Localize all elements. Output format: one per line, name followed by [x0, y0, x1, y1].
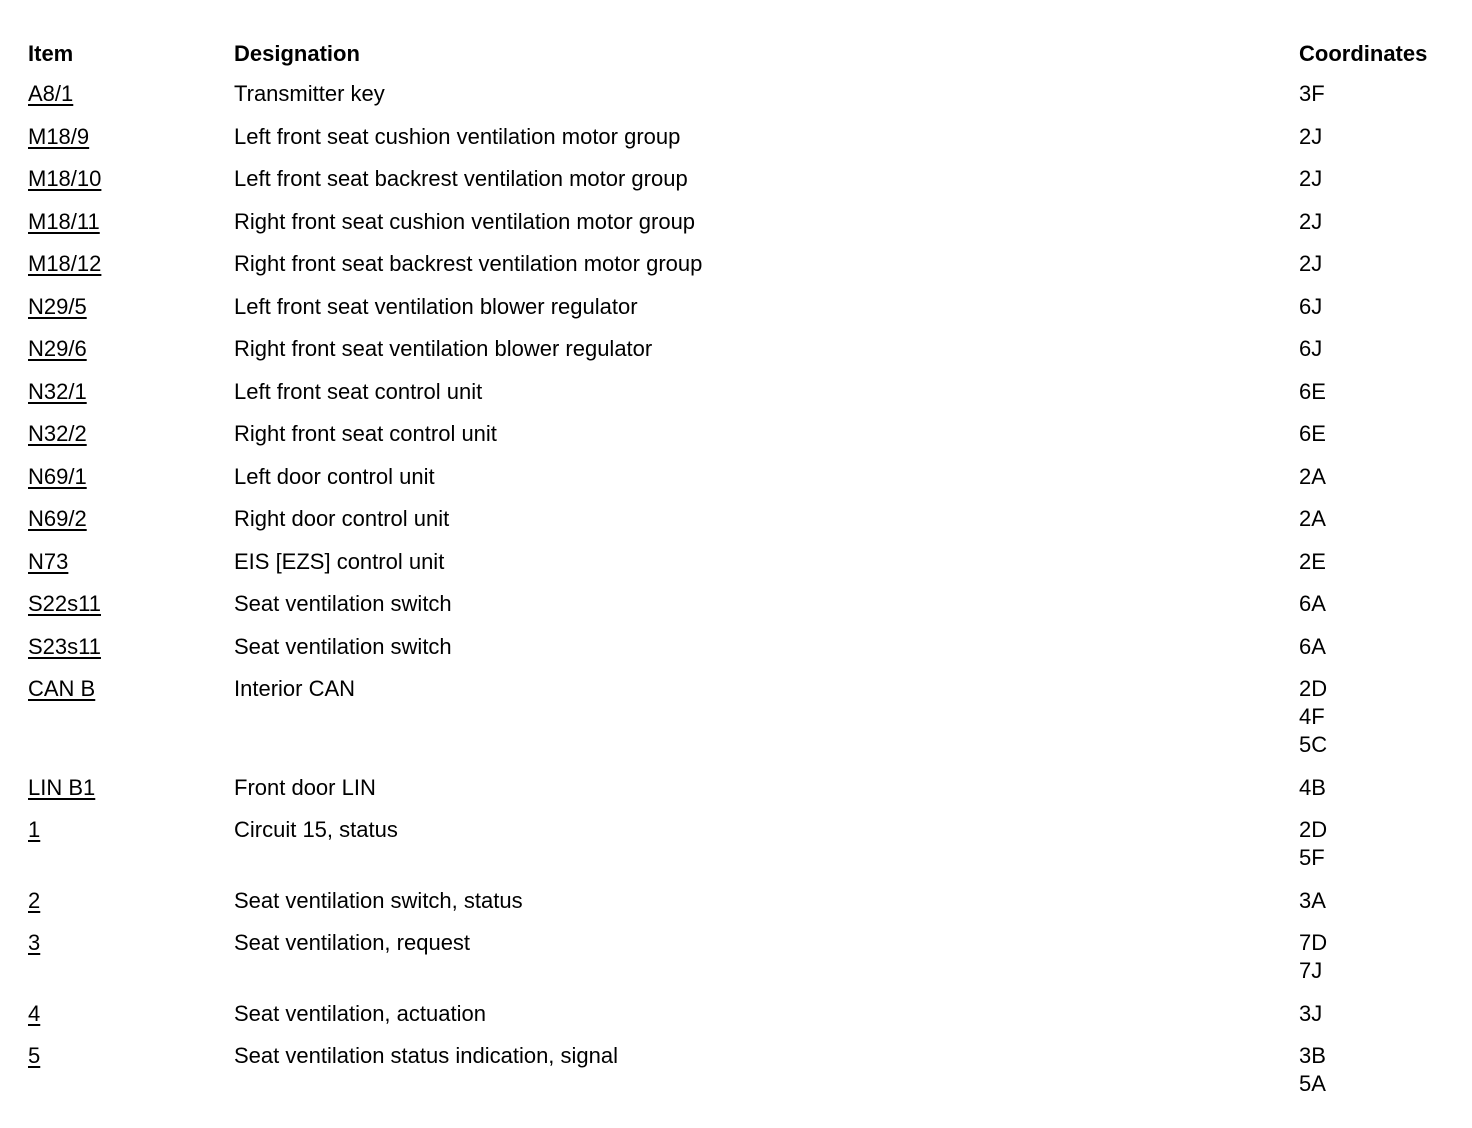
coordinate-value: 6A [1299, 591, 1326, 616]
designation-text: Seat ventilation, actuation [234, 1000, 486, 1026]
coordinate-value: 6E [1299, 421, 1326, 446]
coordinate-value: 2J [1299, 166, 1323, 191]
coordinate-value: 2D [1299, 676, 1328, 701]
coordinates-cell [1299, 1000, 1472, 1028]
coordinates-column-header: Coordinates [1299, 41, 1428, 66]
coordinates-cell [1299, 505, 1472, 533]
coordinate-value: 6A [1299, 633, 1326, 659]
designation-text: Left front seat ventilation blower regulator [234, 293, 638, 319]
designation-column-header: Designation [234, 41, 360, 66]
coordinates-cell [1299, 335, 1472, 363]
coordinate-value: 5A [1299, 1071, 1326, 1096]
coordinate-value: 7J [1299, 958, 1323, 983]
item-link[interactable]: M18/12 [28, 251, 102, 276]
coordinate-value: 5F [1299, 845, 1325, 870]
coordinates-cell [1299, 675, 1472, 759]
coordinate-value: 4B [1299, 774, 1326, 800]
designation-text: Circuit 15, status [234, 817, 398, 842]
table-row [28, 293, 1458, 336]
designation-text: Right front seat control unit [234, 421, 497, 446]
coordinate-value: 2J [1299, 251, 1323, 276]
legend-table [28, 38, 1458, 1113]
table-row [28, 1042, 1458, 1113]
coordinates-cell [1299, 165, 1472, 193]
item-link[interactable]: CAN B [28, 676, 96, 701]
table-body [28, 80, 1458, 1113]
item-link[interactable]: 3 [28, 930, 41, 955]
designation-text: Seat ventilation switch [234, 591, 452, 616]
table-row [28, 505, 1458, 548]
item-link[interactable]: N73 [28, 548, 69, 574]
coordinate-value: 4F [1299, 704, 1325, 729]
item-link[interactable]: N32/2 [28, 421, 87, 446]
coordinates-cell [1299, 250, 1472, 278]
item-link[interactable]: N29/6 [28, 336, 87, 361]
table-row [28, 250, 1458, 293]
designation-text: Left door control unit [234, 463, 435, 489]
coordinate-value: 2A [1299, 506, 1326, 531]
item-link[interactable]: S23s11 [28, 633, 101, 659]
table-row [28, 929, 1458, 1000]
item-link[interactable]: N32/1 [28, 378, 87, 404]
item-link[interactable]: M18/11 [28, 208, 100, 234]
item-link[interactable]: N29/5 [28, 293, 87, 319]
designation-text: EIS [EZS] control unit [234, 548, 445, 574]
table-row [28, 590, 1458, 633]
coordinate-value: 5C [1299, 732, 1328, 757]
item-link[interactable]: M18/10 [28, 166, 102, 191]
item-link[interactable]: A8/1 [28, 81, 74, 106]
coordinate-value: 2E [1299, 548, 1326, 574]
table-row [28, 675, 1458, 774]
coordinate-value: 6J [1299, 336, 1323, 361]
designation-text: Left front seat cushion ventilation motor group [234, 123, 681, 149]
designation-text: Right door control unit [234, 506, 450, 531]
coordinates-cell [1299, 420, 1472, 448]
table-row [28, 887, 1458, 930]
item-link[interactable]: 5 [28, 1043, 41, 1068]
table-row [28, 463, 1458, 506]
designation-text: Right front seat cushion ventilation motor group [234, 208, 696, 234]
item-column-header: Item [28, 41, 74, 66]
coordinate-value: 7D [1299, 930, 1328, 955]
designation-text: Seat ventilation status indication, signal [234, 1043, 619, 1068]
coordinate-value: 2J [1299, 123, 1323, 149]
coordinates-cell [1299, 633, 1472, 661]
item-link[interactable]: S22s11 [28, 591, 101, 616]
item-link[interactable]: M18/9 [28, 123, 90, 149]
table-row [28, 420, 1458, 463]
item-link[interactable]: N69/2 [28, 506, 87, 531]
coordinates-cell [1299, 1042, 1472, 1098]
item-link[interactable]: 4 [28, 1000, 41, 1026]
designation-text: Seat ventilation switch, status [234, 887, 523, 913]
designation-text: Transmitter key [234, 81, 385, 106]
table-row [28, 633, 1458, 676]
designation-text: Seat ventilation switch [234, 633, 452, 659]
table-row [28, 208, 1458, 251]
designation-text: Right front seat backrest ventilation motor group [234, 251, 703, 276]
table-row [28, 548, 1458, 591]
coordinate-value: 3B [1299, 1043, 1326, 1068]
table-row [28, 378, 1458, 421]
coordinates-cell [1299, 463, 1472, 491]
coordinate-value: 3F [1299, 81, 1325, 106]
coordinates-cell [1299, 208, 1472, 236]
coordinates-cell [1299, 929, 1472, 985]
coordinates-cell [1299, 548, 1472, 576]
table-row [28, 774, 1458, 817]
item-link[interactable]: LIN B1 [28, 774, 96, 800]
designation-text: Front door LIN [234, 774, 376, 800]
coordinates-cell [1299, 774, 1472, 802]
coordinate-value: 3J [1299, 1000, 1323, 1026]
coordinate-value: 6J [1299, 293, 1323, 319]
designation-text: Interior CAN [234, 676, 356, 701]
item-link[interactable]: 2 [28, 887, 41, 913]
table-row [28, 1000, 1458, 1043]
coordinates-cell [1299, 590, 1472, 618]
table-row [28, 165, 1458, 208]
designation-text: Right front seat ventilation blower regulator [234, 336, 653, 361]
coordinate-value: 2J [1299, 208, 1323, 234]
coordinate-value: 3A [1299, 887, 1326, 913]
coordinates-cell [1299, 80, 1472, 108]
coordinates-cell [1299, 816, 1472, 872]
table-row [28, 816, 1458, 887]
coordinates-cell [1299, 293, 1472, 321]
coordinate-value: 2A [1299, 463, 1326, 489]
table-row [28, 123, 1458, 166]
item-link[interactable]: 1 [28, 817, 41, 842]
designation-text: Left front seat backrest ventilation motor group [234, 166, 688, 191]
coordinate-value: 6E [1299, 378, 1326, 404]
table-row [28, 80, 1458, 123]
coordinate-value: 2D [1299, 817, 1328, 842]
coordinates-cell [1299, 123, 1472, 151]
item-link[interactable]: N69/1 [28, 463, 87, 489]
table-header-row [28, 38, 1458, 80]
coordinates-cell [1299, 378, 1472, 406]
coordinates-cell [1299, 887, 1472, 915]
designation-text: Left front seat control unit [234, 378, 483, 404]
table-row [28, 335, 1458, 378]
designation-text: Seat ventilation, request [234, 930, 471, 955]
